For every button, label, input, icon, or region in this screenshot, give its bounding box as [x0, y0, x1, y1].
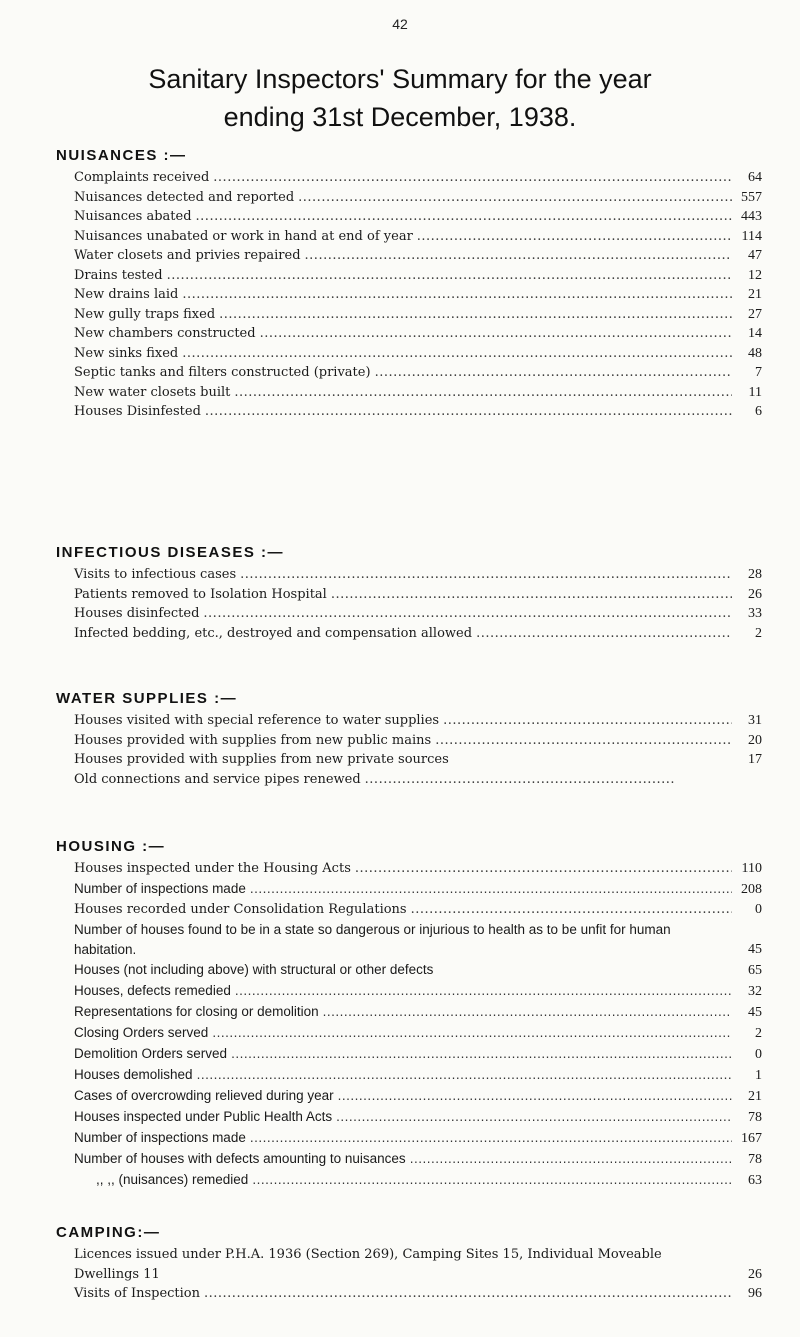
row-value: 64 [748, 170, 762, 185]
row-value: 26 [748, 1266, 762, 1282]
row-label: Number of houses found to be in a state so dangerous or injurious to health as to be unfit for human habitation. [74, 922, 671, 957]
table-row [56, 383, 762, 403]
dot-leader [305, 246, 732, 266]
row-label: Infected bedding, etc., destroyed and compensation allowed [74, 625, 473, 641]
row-value: 45 [748, 1005, 762, 1020]
row-label: ,, ,, (nuisances) remedied [96, 1172, 249, 1187]
dot-leader [212, 1023, 732, 1043]
section-infectious-diseases [56, 544, 762, 643]
row-label: Water closets and privies repaired [74, 248, 301, 263]
table-row [56, 188, 762, 208]
row-value: 27 [748, 306, 762, 322]
dot-leader [231, 1044, 732, 1064]
row-label: Houses demolished [74, 1067, 193, 1082]
row-value: 47 [748, 248, 762, 263]
section-water-supplies [56, 690, 762, 789]
table-row [56, 1284, 762, 1304]
dot-leader [219, 305, 732, 325]
table-row [56, 750, 762, 770]
table-row [56, 565, 762, 585]
table-row [56, 604, 762, 624]
dot-leader [365, 770, 675, 790]
table-row [56, 168, 762, 188]
row-value: 26 [748, 586, 762, 602]
row-label: Houses Disinfested [74, 404, 201, 419]
title-line-2: ending 31st December, 1938. [223, 102, 577, 132]
row-value: 65 [748, 963, 762, 978]
dot-leader [213, 168, 732, 188]
table-row [56, 344, 762, 364]
table-row [56, 1170, 762, 1191]
table-row [56, 624, 762, 644]
row-label: Demolition Orders served [74, 1046, 228, 1061]
table-row [56, 207, 762, 227]
table-row [56, 1065, 762, 1086]
dot-leader [235, 981, 732, 1001]
table-row [56, 1149, 762, 1170]
row-label: New drains laid [74, 287, 179, 302]
row-label: Houses provided with supplies from new private sources [74, 752, 449, 767]
dot-leader [182, 285, 732, 305]
row-label: Representations for closing or demolition [74, 1004, 319, 1019]
table-row [56, 1107, 762, 1128]
dot-leader [476, 624, 732, 644]
dot-leader [336, 1107, 732, 1127]
dot-leader [197, 1065, 732, 1085]
row-label: Complaints received [74, 170, 210, 185]
table-row [56, 246, 762, 266]
row-value: 14 [748, 326, 762, 341]
table-row [56, 402, 762, 422]
dot-leader [417, 227, 732, 247]
section-heading: WATER SUPPLIES :— [56, 690, 238, 707]
row-value: 167 [741, 1131, 762, 1146]
row-value: 0 [755, 902, 762, 917]
row-label: New sinks fixed [74, 345, 179, 361]
row-label: Houses recorded under Consolidation Regulations [74, 902, 407, 917]
section-heading: NUISANCES :— [56, 147, 187, 164]
row-label: Number of inspections made [74, 1130, 246, 1145]
row-value: 21 [748, 1089, 762, 1104]
row-value: 32 [748, 984, 762, 999]
row-label: Licences issued under P.H.A. 1936 (Section 269), Camping Sites 15, Individual Moveable Dwellings 11 [74, 1247, 662, 1282]
table-row [56, 285, 762, 305]
row-label: New chambers constructed [74, 326, 256, 341]
row-label: Number of houses with defects amounting to nuisances [74, 1151, 406, 1166]
dot-leader [260, 324, 732, 344]
row-value: 208 [741, 882, 762, 897]
dot-leader [331, 585, 732, 605]
section-camping [56, 1224, 762, 1304]
row-value: 557 [741, 189, 762, 205]
row-label: Houses (not including above) with structural or other defects [74, 962, 434, 977]
table-row [56, 981, 762, 1002]
row-value: 45 [748, 942, 762, 957]
row-label: Septic tanks and filters constructed (private) [74, 365, 371, 380]
row-label: Houses, defects remedied [74, 983, 231, 998]
row-value: 28 [748, 567, 762, 582]
table-row [56, 1128, 762, 1149]
table-row [56, 1245, 762, 1284]
row-value: 2 [755, 1026, 762, 1041]
dot-leader [182, 344, 732, 364]
row-label: Drains tested [74, 267, 163, 283]
row-label: Houses inspected under Public Health Acts [74, 1109, 333, 1124]
row-value: 110 [741, 861, 762, 876]
row-label: Houses inspected under the Housing Acts [74, 861, 351, 876]
table-row [56, 960, 762, 981]
row-value: 78 [748, 1110, 762, 1125]
row-value: 21 [748, 287, 762, 302]
row-label: New water closets built [74, 384, 231, 400]
dot-leader [298, 188, 732, 208]
dot-leader [250, 879, 732, 899]
row-value: 2 [755, 625, 762, 641]
table-row [56, 731, 762, 751]
row-label: Houses provided with supplies from new public mains [74, 732, 432, 748]
title-line-1: Sanitary Inspectors' Summary for the year [148, 64, 652, 94]
row-label: Nuisances unabated or work in hand at end of year [74, 228, 413, 244]
table-row [56, 1023, 762, 1044]
row-value: 1 [755, 1068, 762, 1083]
row-value: 33 [748, 606, 762, 621]
table-row [56, 324, 762, 344]
dot-leader [338, 1086, 732, 1106]
row-value: 20 [748, 732, 762, 748]
dot-leader [411, 900, 732, 920]
section-heading: INFECTIOUS DISEASES :— [56, 544, 285, 561]
section-heading: HOUSING :— [56, 838, 166, 855]
dot-leader [410, 1149, 732, 1169]
table-row [56, 363, 762, 383]
dot-leader [205, 402, 732, 422]
dot-leader [252, 1170, 732, 1190]
row-label: Houses disinfected [74, 606, 200, 621]
dot-leader [443, 711, 732, 731]
row-label: Nuisances abated [74, 209, 192, 224]
dot-leader [250, 1128, 732, 1148]
section-nuisances [56, 147, 762, 422]
row-label: Cases of overcrowding relieved during year [74, 1088, 334, 1103]
row-value: 12 [748, 267, 762, 283]
table-row [56, 227, 762, 247]
dot-leader [435, 731, 732, 751]
row-value: 63 [748, 1173, 762, 1188]
row-label: Nuisances detected and reported [74, 189, 295, 205]
table-row [56, 1002, 762, 1023]
row-value: 48 [748, 345, 762, 361]
row-value: 114 [741, 228, 762, 244]
dot-leader [204, 1284, 732, 1304]
dot-leader [240, 565, 732, 585]
section-heading: CAMPING:— [56, 1224, 161, 1241]
dot-leader [355, 859, 732, 879]
section-housing [56, 838, 762, 1191]
row-value: 6 [755, 404, 762, 419]
table-row [56, 900, 762, 920]
row-label: Old connections and service pipes renewed [74, 771, 361, 787]
table-row [56, 711, 762, 731]
row-label: Visits to infectious cases [74, 567, 237, 582]
table-row [56, 859, 762, 879]
table-row [56, 920, 762, 960]
dot-leader [167, 266, 732, 286]
page-title [0, 60, 800, 136]
row-value: 17 [748, 752, 762, 767]
row-label: Houses visited with special reference to water supplies [74, 713, 440, 728]
row-value: 0 [755, 1047, 762, 1062]
row-label: Closing Orders served [74, 1025, 209, 1040]
row-label: Patients removed to Isolation Hospital [74, 586, 327, 602]
table-row [56, 1086, 762, 1107]
dot-leader [234, 383, 732, 403]
row-value: 11 [748, 384, 762, 400]
dot-leader [203, 604, 732, 624]
row-value: 96 [748, 1286, 762, 1301]
table-row [56, 305, 762, 325]
table-row [56, 266, 762, 286]
row-value: 7 [755, 365, 762, 380]
row-label: Number of inspections made [74, 881, 246, 896]
dot-leader [196, 207, 732, 227]
row-value: 78 [748, 1152, 762, 1167]
row-label: Visits of Inspection [74, 1286, 201, 1301]
dot-leader [323, 1002, 732, 1022]
table-row [56, 879, 762, 900]
row-label: New gully traps fixed [74, 306, 216, 322]
table-row [56, 1044, 762, 1065]
table-row [56, 770, 762, 790]
row-value: 443 [741, 209, 762, 224]
row-value: 31 [748, 713, 762, 728]
dot-leader [375, 363, 732, 383]
table-row [56, 585, 762, 605]
page-number: 42 [392, 16, 408, 32]
